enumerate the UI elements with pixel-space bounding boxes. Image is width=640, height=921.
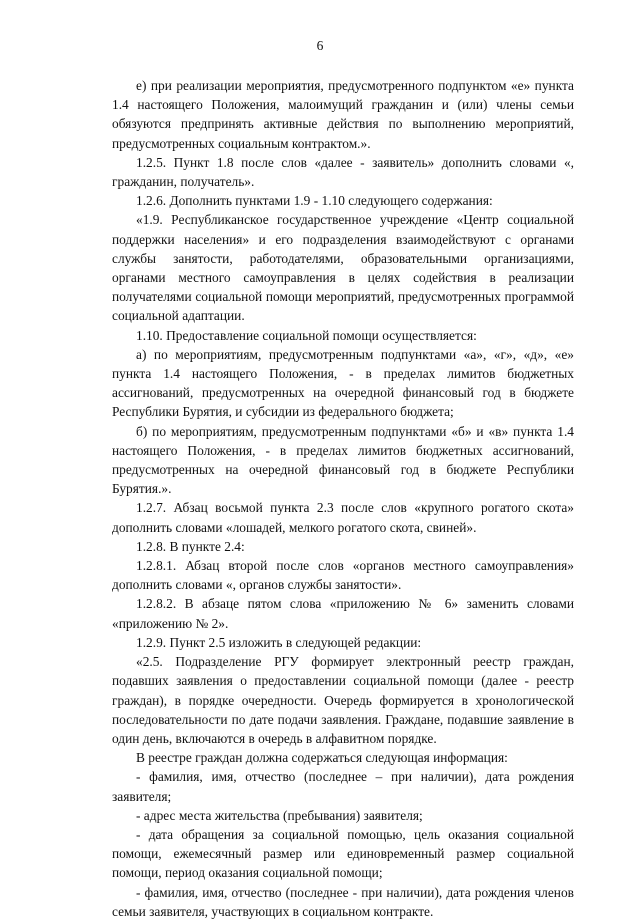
paragraph-clause-1-10-a: а) по мероприятиям, предусмотренным подпунктами «а», «г», «д», «е» пункта 1.4 настоящего Положения, - в пределах лимитов бюджетных ассигнований, предусмотренных на очередной финансовый год в бюджете Республики Бурятия, и субсидии из федерального бюджета;	[112, 346, 574, 420]
document-body	[112, 76, 574, 921]
paragraph-amendment-1-2-8-2: 1.2.8.2. В абзаце пятом слова «приложению № 6» заменить словами «приложению № 2».	[112, 596, 574, 631]
list-item-applicant-address: - адрес места жительства (пребывания) заявителя;	[136, 807, 423, 823]
paragraph-amendment-1-2-9: 1.2.9. Пункт 2.5 изложить в следующей редакции:	[136, 634, 422, 650]
list-item-family-members: - фамилия, имя, отчество (последнее - при наличии), дата рождения членов семьи заявителя, участвующих в социальном контракте.	[112, 884, 574, 919]
paragraph-amendment-1-2-7: 1.2.7. Абзац восьмой пункта 2.3 после слов «крупного рогатого скота» дополнить словами «лошадей, мелкого рогатого скота, свиней».	[112, 500, 574, 535]
page-number: 6	[316, 38, 324, 53]
paragraph-item-e-obligations: е) при реализации мероприятия, предусмотренного подпунктом «е» пункта 1.4 настоящего Положения, малоимущий гражданин и (или) члены семьи обязуются предпринять активные действия по выполнению мероприятий, предусмотренных социальным контрактом.».	[112, 78, 574, 151]
paragraph-amendment-1-2-8-1: 1.2.8.1. Абзац второй после слов «органов местного самоуправления» дополнить словами «, органов службы занятости».	[112, 558, 574, 593]
paragraph-clause-1-9: «1.9. Республиканское государственное учреждение «Центр социальной поддержки населения» и его подразделения взаимодействуют с органами службы занятости, работодателями, образовательными организациями, органами местного самоуправления в целях содействия в реализации получателями социальной помощи мероприятий, предусмотренных программой социальной адаптации.	[112, 212, 574, 324]
list-item-applicant-name: - фамилия, имя, отчество (последнее – при наличии), дата рождения заявителя;	[112, 769, 574, 804]
list-item-assistance-details: - дата обращения за социальной помощью, цель оказания социальной помощи, ежемесячный размер или единовременный размер социальной помощи, период оказания социальной помощи;	[112, 826, 574, 881]
paragraph-amendment-1-2-6: 1.2.6. Дополнить пунктами 1.9 - 1.10 следующего содержания:	[136, 193, 493, 209]
paragraph-clause-2-5: «2.5. Подразделение РГУ формирует электронный реестр граждан, подавших заявления о предоставлении социальной помощи (далее - реестр граждан), в порядке очередности. Очередь формируется в хронологической последовательности по дате подачи заявления. Граждане, подавшие заявление в один день, включаются в очередь в алфавитном порядке.	[112, 654, 574, 746]
paragraph-registry-info-intro: В реестре граждан должна содержаться следующая информация:	[136, 750, 508, 766]
paragraph-amendment-1-2-5: 1.2.5. Пункт 1.8 после слов «далее - заявитель» дополнить словами «, гражданин, получатель».	[112, 154, 574, 190]
paragraph-amendment-1-2-8: 1.2.8. В пункте 2.4:	[136, 538, 245, 554]
paragraph-clause-1-10: 1.10. Предоставление социальной помощи осуществляется:	[136, 327, 477, 343]
paragraph-clause-1-10-b: б) по мероприятиям, предусмотренным подпунктами «б» и «в» пункта 1.4 настоящего Положения, - в пределах лимитов бюджетных ассигнований, предусмотренных на очередной финансовый год в бюджете Республики Бурятия.».	[112, 423, 574, 497]
